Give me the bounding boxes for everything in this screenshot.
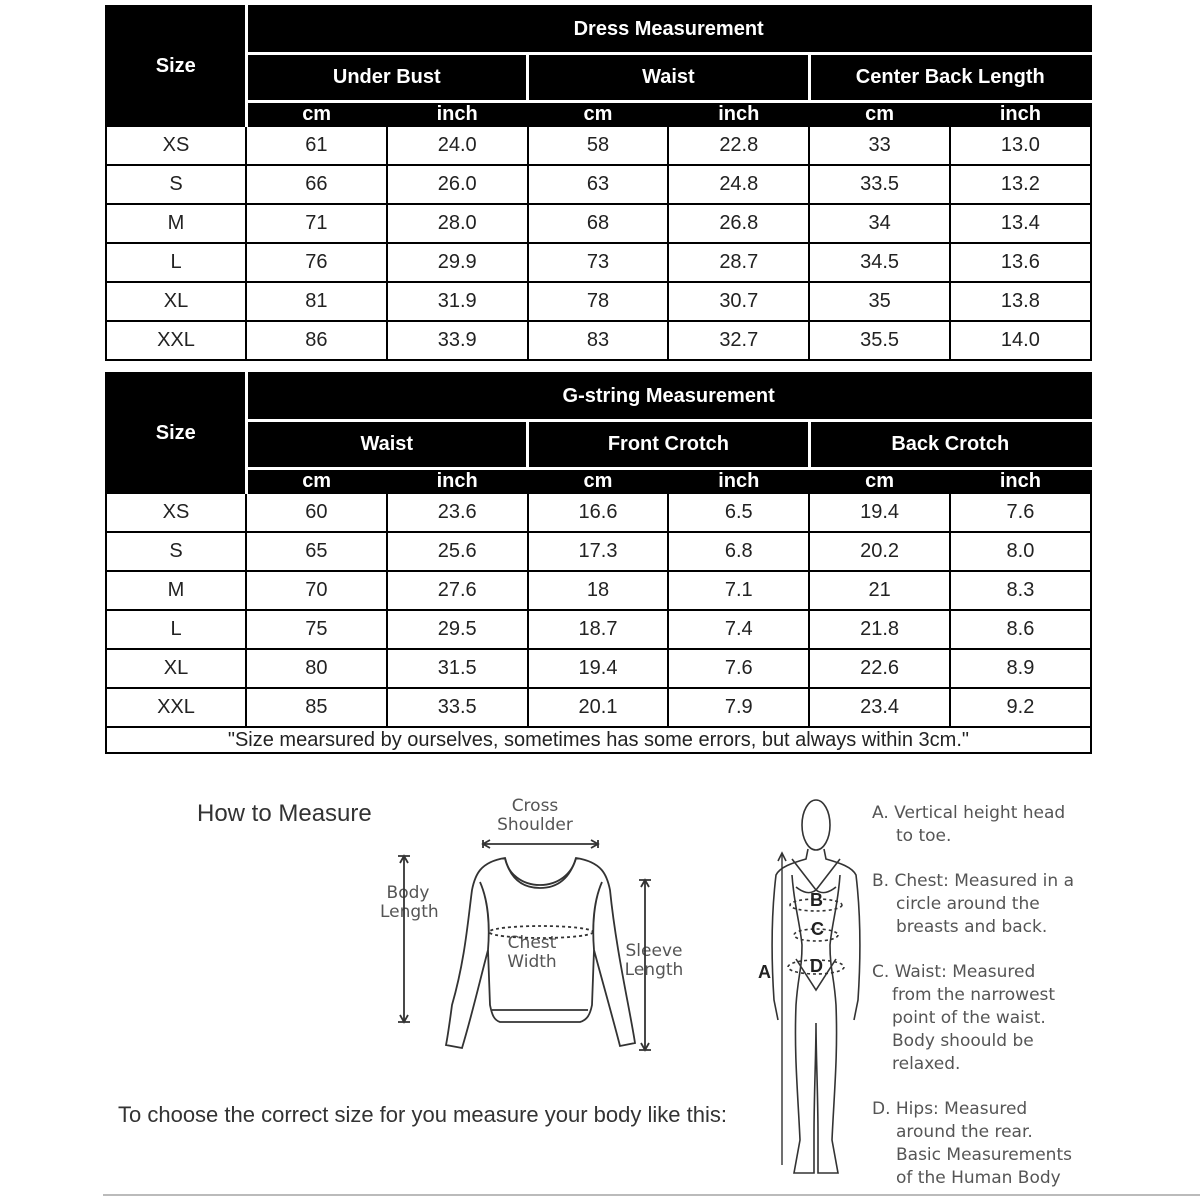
value-cell: 21.8 (809, 610, 950, 649)
swimsuit-top (792, 859, 840, 890)
sweater-measure-illustration (380, 830, 680, 1060)
value-cell: 31.5 (387, 649, 528, 688)
value-cell: 86 (246, 321, 387, 360)
value-cell: 7.6 (668, 649, 809, 688)
unit-header: inch (950, 469, 1091, 494)
size-cell: XL (106, 649, 246, 688)
value-cell: 80 (246, 649, 387, 688)
table-row (106, 571, 1091, 610)
dress-measurement-table (105, 5, 1092, 361)
value-cell: 65 (246, 532, 387, 571)
value-cell: 66 (246, 165, 387, 204)
value-cell: 13.0 (950, 126, 1091, 165)
value-cell: 19.4 (809, 493, 950, 532)
value-cell: 19.4 (528, 649, 669, 688)
unit-header: inch (668, 102, 809, 127)
column-group-header: Center Back Length (809, 54, 1091, 102)
value-cell: 8.9 (950, 649, 1091, 688)
column-group-header: Back Crotch (809, 421, 1091, 469)
value-cell: 61 (246, 126, 387, 165)
value-cell: 8.0 (950, 532, 1091, 571)
measurement-note: "Size mearsured by ourselves, sometimes has some errors, but always within 3cm." (106, 727, 1091, 753)
value-cell: 13.8 (950, 282, 1091, 321)
table-row (106, 243, 1091, 282)
value-cell: 63 (528, 165, 669, 204)
value-cell: 21 (809, 571, 950, 610)
unit-header: cm (809, 102, 950, 127)
choose-size-instruction: To choose the correct size for you measure your body like this: (118, 1102, 727, 1127)
value-cell: 8.6 (950, 610, 1091, 649)
value-cell: 83 (528, 321, 669, 360)
table-row (106, 126, 1091, 165)
value-cell: 28.0 (387, 204, 528, 243)
letter-d: D (810, 956, 823, 976)
value-cell: 7.6 (950, 493, 1091, 532)
legend-c: C. Waist: Measured from the narrowest point of the waist. Body shoould be relaxed. (872, 962, 1056, 1074)
value-cell: 68 (528, 204, 669, 243)
column-group-header: Front Crotch (528, 421, 810, 469)
cross-shoulder-label: Cross Shoulder (497, 796, 573, 835)
value-cell: 7.1 (668, 571, 809, 610)
table-row (106, 649, 1091, 688)
value-cell: 33.9 (387, 321, 528, 360)
value-cell: 28.7 (668, 243, 809, 282)
unit-header: cm (246, 102, 387, 127)
value-cell: 14.0 (950, 321, 1091, 360)
column-group-header: Under Bust (246, 54, 528, 102)
size-cell: M (106, 571, 246, 610)
size-cell: L (106, 610, 246, 649)
chest-width-line (489, 926, 593, 938)
value-cell: 32.7 (668, 321, 809, 360)
value-cell: 33.5 (387, 688, 528, 727)
value-cell: 78 (528, 282, 669, 321)
chest-width-label: Chest Width (507, 933, 557, 972)
unit-header: cm (528, 469, 669, 494)
value-cell: 26.0 (387, 165, 528, 204)
table-row (106, 204, 1091, 243)
value-cell: 6.8 (668, 532, 809, 571)
size-cell: XL (106, 282, 246, 321)
size-cell: XS (106, 126, 246, 165)
value-cell: 6.5 (668, 493, 809, 532)
value-cell: 20.1 (528, 688, 669, 727)
value-cell: 31.9 (387, 282, 528, 321)
value-cell: 58 (528, 126, 669, 165)
head-outline (802, 800, 830, 850)
unit-header: inch (387, 102, 528, 127)
legend-a: A. Vertical height head to toe. (872, 803, 1066, 846)
letter-c: C (811, 919, 824, 939)
value-cell: 33 (809, 126, 950, 165)
value-cell: 8.3 (950, 571, 1091, 610)
size-cell: L (106, 243, 246, 282)
value-cell: 81 (246, 282, 387, 321)
value-cell: 27.6 (387, 571, 528, 610)
letter-a: A (758, 962, 771, 982)
table-title: Dress Measurement (246, 6, 1091, 54)
legend-d: D. Hips: Measured around the rear. Basic Measurements of the Human Body (872, 1099, 1072, 1188)
value-cell: 73 (528, 243, 669, 282)
table-row (106, 532, 1091, 571)
value-cell: 25.6 (387, 532, 528, 571)
value-cell: 13.2 (950, 165, 1091, 204)
table-row (106, 321, 1091, 360)
value-cell: 29.5 (387, 610, 528, 649)
value-cell: 16.6 (528, 493, 669, 532)
value-cell: 18.7 (528, 610, 669, 649)
value-cell: 33.5 (809, 165, 950, 204)
value-cell: 20.2 (809, 532, 950, 571)
value-cell: 24.0 (387, 126, 528, 165)
size-header: Size (106, 6, 246, 126)
value-cell: 70 (246, 571, 387, 610)
unit-header: cm (809, 469, 950, 494)
value-cell: 7.4 (668, 610, 809, 649)
sleeve-length-label: Sleeve Length (624, 941, 684, 980)
value-cell: 29.9 (387, 243, 528, 282)
value-cell: 9.2 (950, 688, 1091, 727)
value-cell: 18 (528, 571, 669, 610)
value-cell: 85 (246, 688, 387, 727)
value-cell: 30.7 (668, 282, 809, 321)
legend-b: B. Chest: Measured in a circle around the breasts and back. (872, 871, 1074, 937)
unit-header: inch (387, 469, 528, 494)
table-row (106, 610, 1091, 649)
value-cell: 34 (809, 204, 950, 243)
size-cell: S (106, 165, 246, 204)
value-cell: 34.5 (809, 243, 950, 282)
value-cell: 71 (246, 204, 387, 243)
column-group-header: Waist (246, 421, 528, 469)
value-cell: 35.5 (809, 321, 950, 360)
size-cell: XXL (106, 321, 246, 360)
sweater-outline (446, 858, 635, 1048)
size-cell: XXL (106, 688, 246, 727)
unit-header: inch (668, 469, 809, 494)
bottom-divider (103, 1194, 1200, 1196)
unit-header: cm (528, 102, 669, 127)
value-cell: 35 (809, 282, 950, 321)
value-cell: 22.6 (809, 649, 950, 688)
how-to-measure-title: How to Measure (197, 800, 372, 827)
value-cell: 24.8 (668, 165, 809, 204)
value-cell: 76 (246, 243, 387, 282)
letter-b: B (810, 890, 823, 910)
value-cell: 13.4 (950, 204, 1091, 243)
table-title: G-string Measurement (246, 373, 1091, 421)
size-header: Size (106, 373, 246, 493)
body-length-label: Body Length (380, 883, 439, 922)
column-group-header: Waist (528, 54, 810, 102)
table-row (106, 688, 1091, 727)
size-cell: XS (106, 493, 246, 532)
table-row (106, 282, 1091, 321)
body-measure-illustration (752, 795, 862, 1195)
table-row (106, 165, 1091, 204)
value-cell: 60 (246, 493, 387, 532)
table-row (106, 493, 1091, 532)
value-cell: 23.6 (387, 493, 528, 532)
value-cell: 13.6 (950, 243, 1091, 282)
value-cell: 22.8 (668, 126, 809, 165)
value-cell: 23.4 (809, 688, 950, 727)
unit-header: inch (950, 102, 1091, 127)
value-cell: 17.3 (528, 532, 669, 571)
size-cell: M (106, 204, 246, 243)
value-cell: 7.9 (668, 688, 809, 727)
size-cell: S (106, 532, 246, 571)
value-cell: 26.8 (668, 204, 809, 243)
value-cell: 75 (246, 610, 387, 649)
unit-header: cm (246, 469, 387, 494)
gstring-measurement-table (105, 372, 1092, 754)
